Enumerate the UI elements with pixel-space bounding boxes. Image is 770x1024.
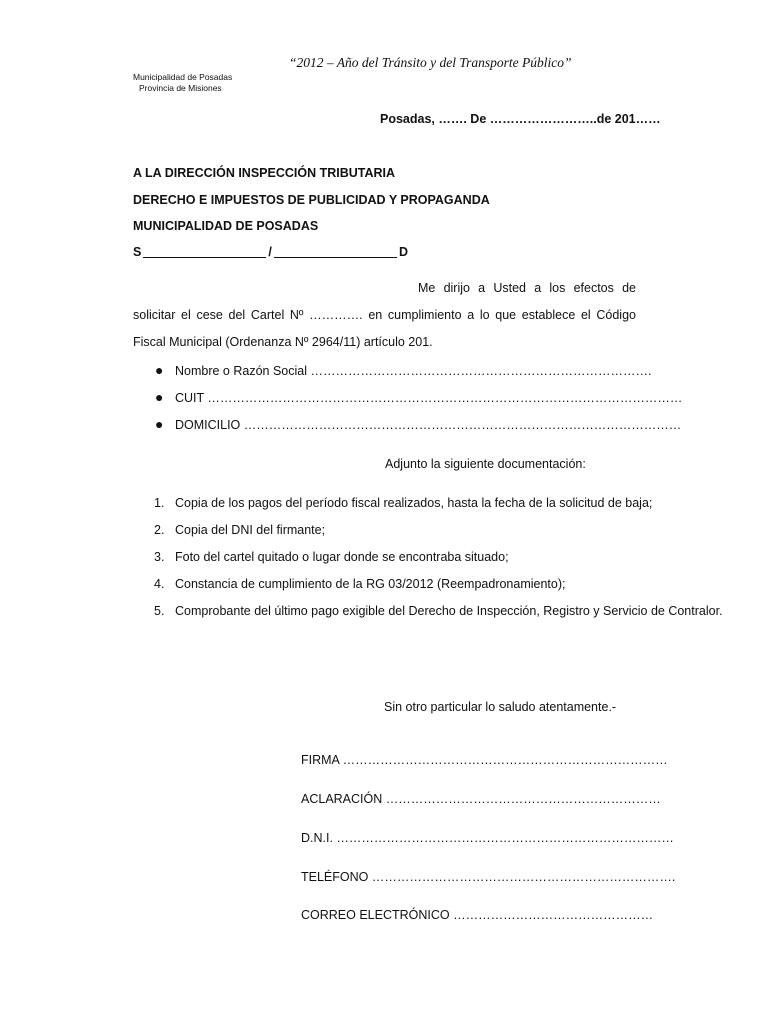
item-text: Copia de los pagos del período fiscal realizados, hasta la fecha de la solicitud de baja; [175, 496, 653, 510]
item-text: Foto del cartel quitado o lugar donde se encontraba situado; [175, 550, 509, 564]
item-text: Comprobante del último pago exigible del Derecho de Inspección, Registro y Servicio de Contralor. [175, 604, 723, 618]
addressee-line-3: MUNICIPALIDAD DE POSADAS [133, 219, 319, 233]
sd-d: D [398, 245, 409, 259]
field-domicilio: DOMICILIO …………………………………………………………………………………………… [175, 418, 682, 432]
item-number: 3. [154, 550, 165, 564]
dni-field: D.N.I. ……………………………………………………………………… [301, 831, 674, 845]
intro-paragraph [133, 275, 636, 356]
field-cuit: CUIT …………………………………………………………………………………………………… [175, 391, 683, 405]
header-motto: “2012 – Año del Tránsito y del Transporte Público” [289, 55, 572, 70]
list-item [154, 490, 653, 517]
field-nombre: Nombre o Razón Social ………………………………………………………………………. [175, 364, 652, 378]
municipality-header [133, 72, 232, 94]
attach-intro: Adjunto la siguiente documentación: [385, 457, 586, 471]
sd-underline-right [274, 245, 397, 258]
list-item [154, 517, 636, 544]
closing-line: Sin otro particular lo saludo atentamente.- [384, 700, 617, 714]
salutation-sd [133, 245, 408, 259]
intro-text: Me dirijo a Usted a los efectos de solicitar el cese del Cartel Nº …………. en cumplimiento a lo que establece el Código Fiscal Municipal (Ordenanza Nº 2964/11) artículo 201. [133, 281, 636, 349]
sd-slash: / [268, 245, 272, 259]
list-item [154, 598, 723, 625]
list-item [154, 544, 636, 571]
bullet-icon: ● [155, 389, 164, 405]
documents-list [154, 490, 723, 625]
sd-s: S [133, 245, 142, 259]
bullet-icon: ● [155, 416, 164, 432]
correo-field: CORREO ELECTRÓNICO ………………………………………… [301, 908, 654, 922]
sd-underline-left [143, 245, 266, 258]
telefono-field: TELÉFONO ………………………………………………………………. [301, 870, 676, 884]
item-number: 2. [154, 523, 165, 537]
item-text: Copia del DNI del firmante; [175, 523, 326, 537]
date-line: Posadas, ……. De ……………………..de 201…… [380, 112, 661, 126]
item-number: 4. [154, 577, 165, 591]
item-text: Constancia de cumplimiento de la RG 03/2012 (Reempadronamiento); [175, 577, 566, 591]
bullet-icon: ● [155, 362, 164, 378]
addressee-line-1: A LA DIRECCIÓN INSPECCIÓN TRIBUTARIA [133, 166, 396, 180]
list-item [155, 357, 682, 384]
list-item [155, 384, 682, 411]
item-number: 5. [154, 604, 165, 618]
list-item [154, 571, 636, 598]
item-number: 1. [154, 496, 165, 510]
applicant-fields [155, 357, 682, 438]
province-name: Provincia de Misiones [139, 83, 222, 93]
firma-field: FIRMA …………………………………………………………………… [301, 753, 668, 767]
municipality-name: Municipalidad de Posadas [133, 72, 233, 82]
aclaracion-field: ACLARACIÓN ………………………………………………………… [301, 792, 661, 806]
list-item [155, 411, 682, 438]
addressee-line-2: DERECHO E IMPUESTOS DE PUBLICIDAD Y PROPAGANDA [133, 193, 490, 207]
